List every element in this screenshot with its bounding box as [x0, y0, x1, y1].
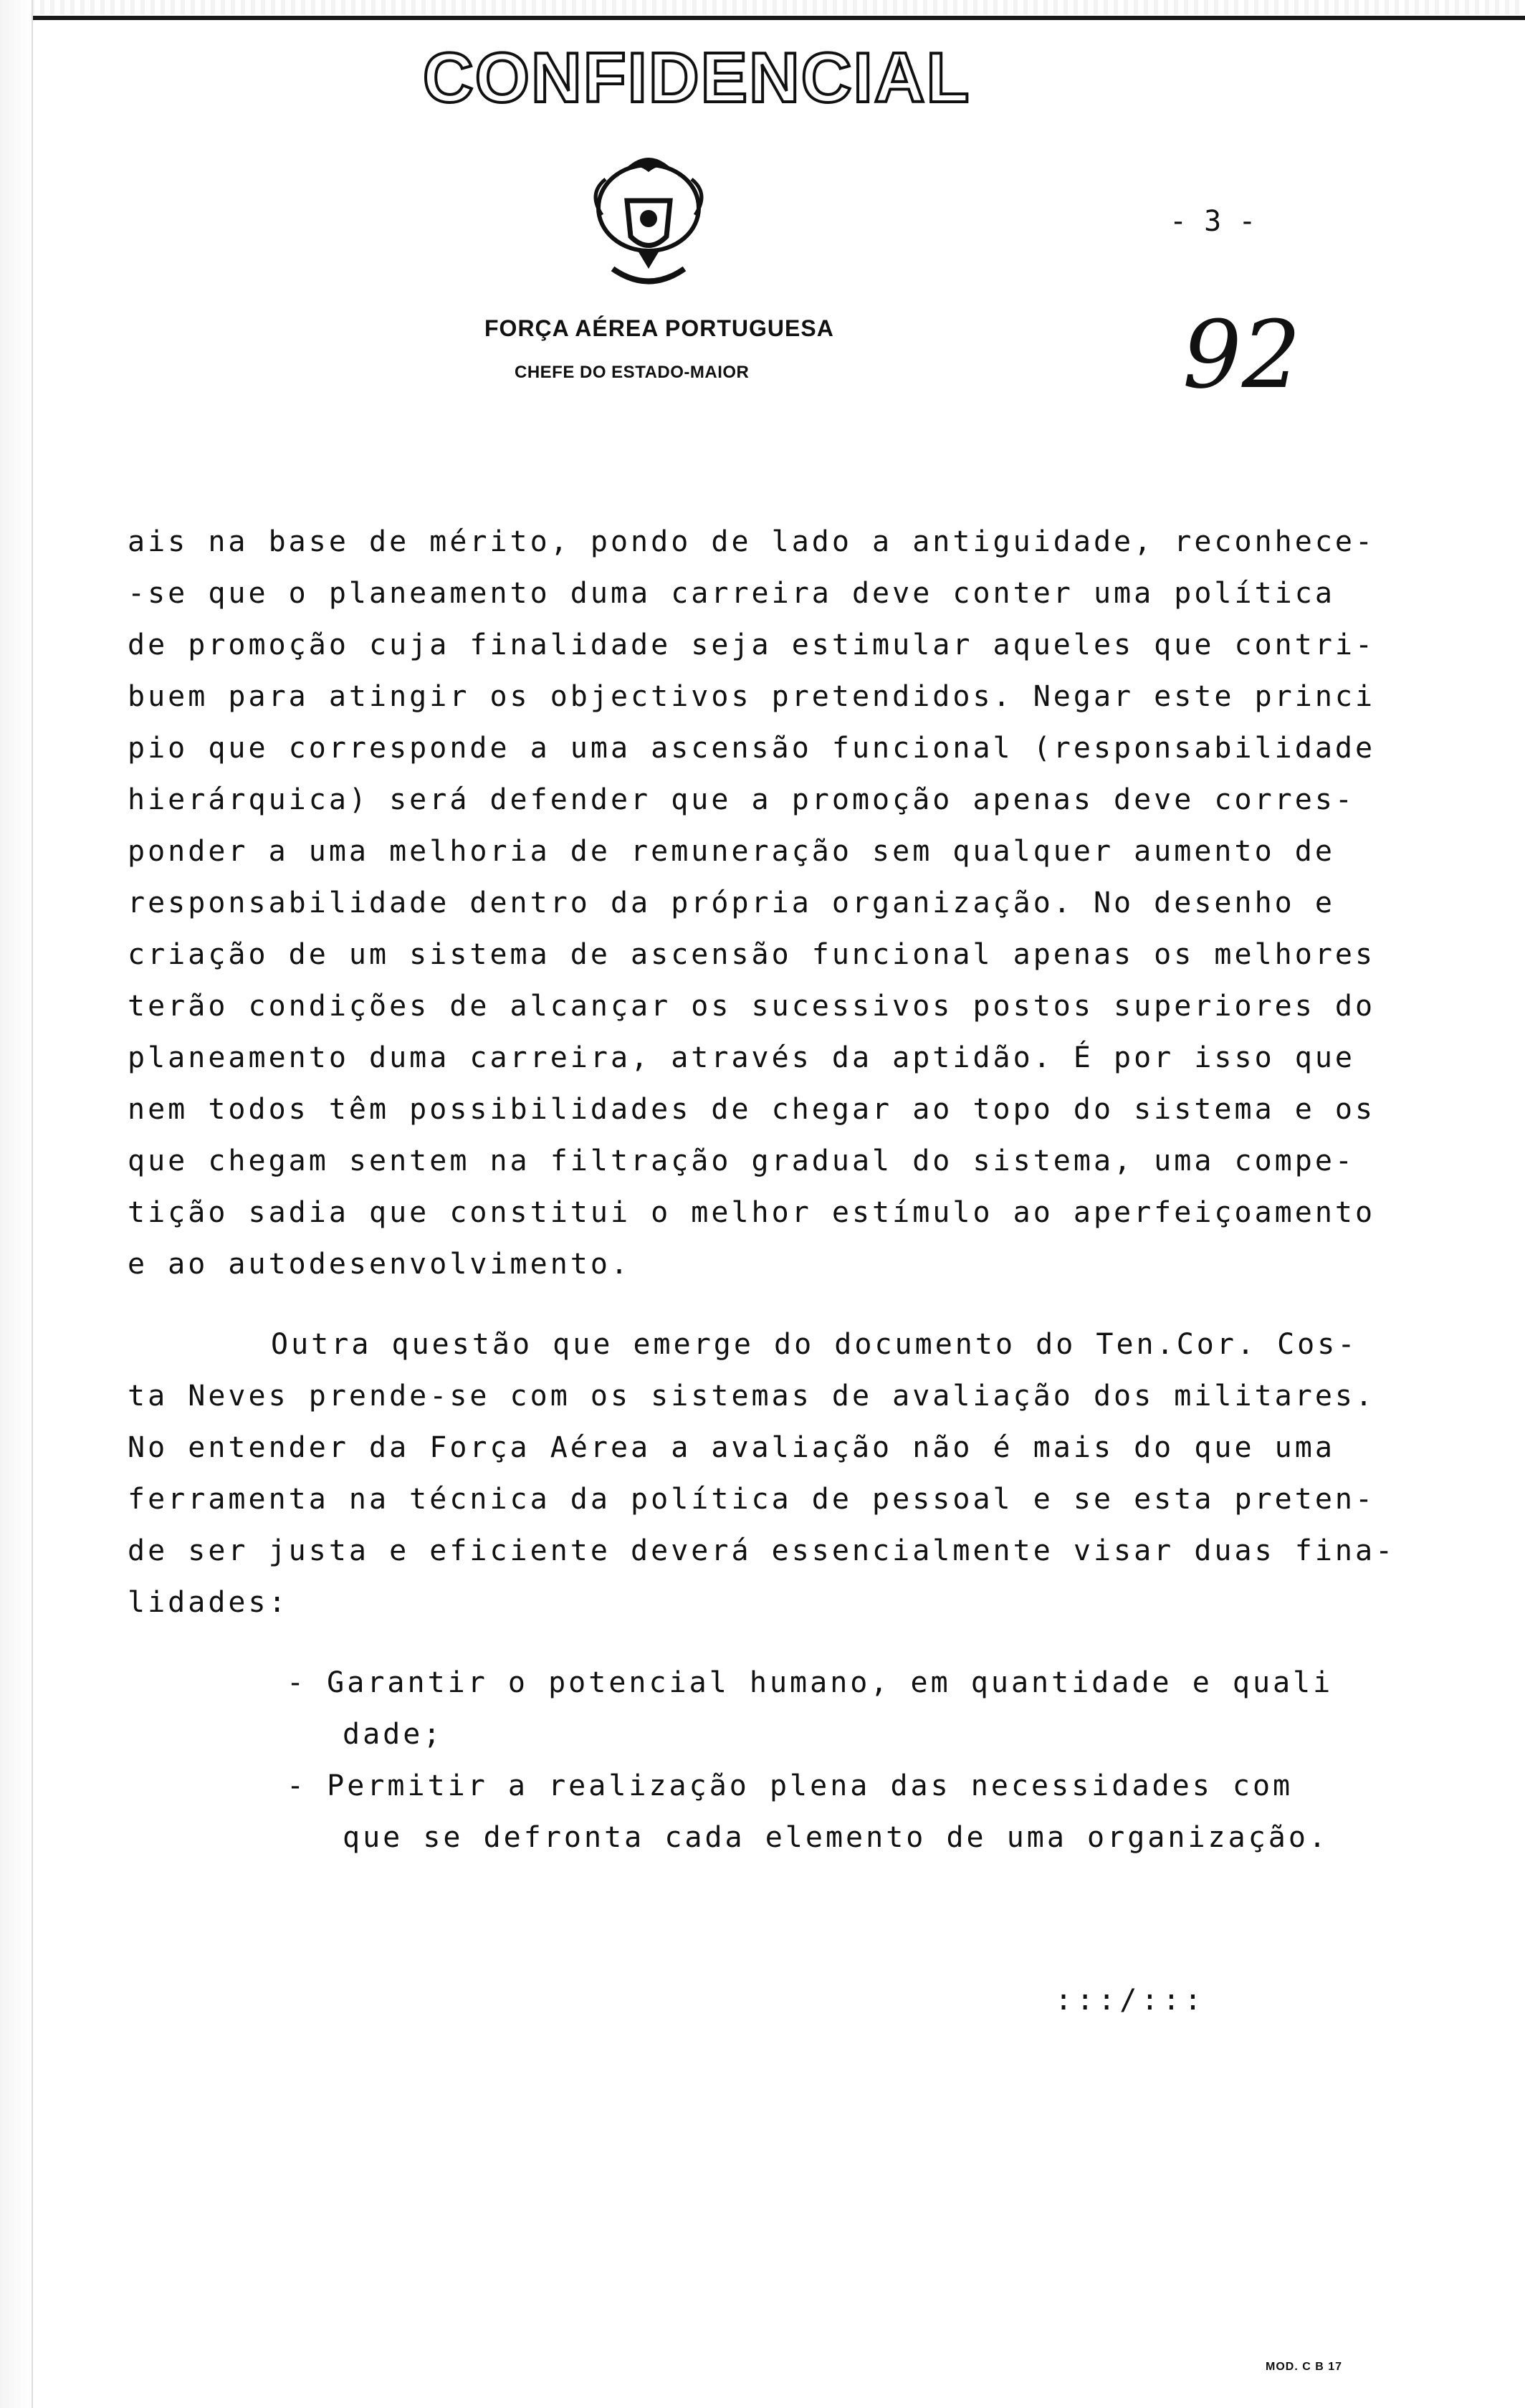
text-line: pio que corresponde a uma ascensão funcional (responsabilidade	[128, 732, 1376, 765]
text-line: nem todos têm possibilidades de chegar ao topo do sistema e os	[128, 1093, 1376, 1126]
form-code: MOD. C B 17	[1266, 2361, 1343, 2373]
text-line: -se que o planeamento duma carreira deve conter uma política	[128, 577, 1335, 610]
bullet-item-continuation: que se defronta cada elemento de uma organização.	[343, 1821, 1329, 1854]
continuation-mark: :::/:::	[1055, 1984, 1206, 2017]
bullet-item: - Permitir a realização plena das necessidades com	[287, 1769, 1294, 1802]
scan-left-edge	[0, 0, 33, 2408]
text-line: tição sadia que constitui o melhor estímulo ao aperfeiçoamento	[128, 1196, 1376, 1229]
text-line: de promoção cuja finalidade seja estimular aqueles que contri-	[128, 629, 1376, 661]
text-line: lidades:	[128, 1586, 289, 1619]
handwritten-page-number	[1175, 301, 1319, 408]
text-line: responsabilidade dentro da própria organização. No desenho e	[128, 887, 1335, 919]
page-number: - 3 -	[1170, 205, 1256, 238]
text-line: de ser justa e eficiente deverá essencialmente visar duas fina-	[128, 1534, 1396, 1567]
document-body	[128, 516, 1396, 1863]
text-line: No entender da Força Aérea a avaliação não é mais do que uma	[128, 1431, 1335, 1464]
top-edge-line	[0, 16, 1525, 20]
bullet-item: - Garantir o potencial humano, em quantidade e quali	[287, 1666, 1334, 1699]
text-line: e ao autodesenvolvimento.	[128, 1248, 631, 1281]
confidential-stamp: CONFIDENCIAL	[423, 38, 971, 117]
handwritten-number-text: 92	[1182, 301, 1301, 408]
bullet-item-continuation: dade;	[343, 1718, 444, 1751]
text-line: buem para atingir os objectivos pretendidos. Negar este princi	[128, 680, 1376, 713]
organization-name: FORÇA AÉREA PORTUGUESA	[484, 315, 834, 341]
text-line: ferramenta na técnica da política de pessoal e se esta preten-	[128, 1483, 1376, 1516]
text-line: ais na base de mérito, pondo de lado a antiguidade, reconhece-	[128, 525, 1376, 558]
office-name: CHEFE DO ESTADO-MAIOR	[515, 363, 750, 382]
text-line: criação de um sistema de ascensão funcional apenas os melhores	[128, 938, 1376, 971]
scan-noise-top	[0, 0, 1525, 14]
text-line: planeamento duma carreira, através da aptidão. É por isso que	[128, 1041, 1356, 1074]
text-line: terão condições de alcançar os sucessivos postos superiores do	[128, 990, 1376, 1023]
text-line: que chegam sentem na filtração gradual do sistema, uma compe-	[128, 1145, 1356, 1177]
text-line: ta Neves prende-se com os sistemas de avaliação dos militares.	[128, 1380, 1376, 1413]
text-line: hierárquica) será defender que a promoção apenas deve corres-	[128, 783, 1356, 816]
coat-of-arms-icon	[573, 129, 724, 294]
text-line: ponder a uma melhoria de remuneração sem qualquer aumento de	[128, 835, 1335, 868]
text-line: Outra questão que emerge do documento do Ten.Cor. Cos-	[271, 1328, 1358, 1361]
